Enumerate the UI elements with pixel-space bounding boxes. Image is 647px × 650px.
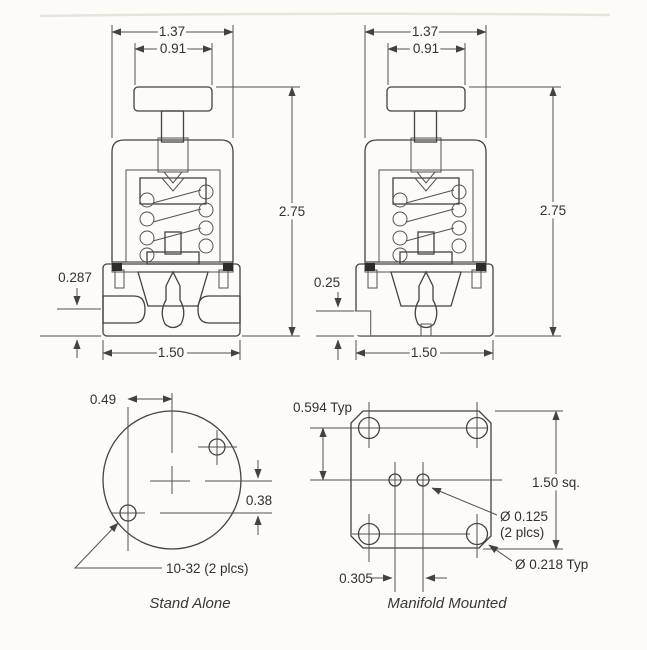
seat-notch <box>162 178 184 191</box>
dim-label-outer-width-left: 1.37 <box>158 24 186 39</box>
knurled-knob <box>134 87 212 111</box>
poppet <box>415 272 437 328</box>
caption-stand-alone: Stand Alone <box>149 595 231 612</box>
seal-left <box>112 263 122 271</box>
mount-slot-right <box>219 270 228 288</box>
spring <box>140 185 213 262</box>
seal-left <box>365 263 375 271</box>
bonnet <box>112 140 233 262</box>
stand-alone-bottom-view <box>75 392 272 612</box>
small-hole-qty-label: (2 plcs) <box>500 525 545 540</box>
dim-label-hole-offset-x: 0.49 <box>89 392 117 407</box>
corner-hole-dia-label: Ø 0.218 Typ <box>515 557 589 572</box>
bottom-outlet-channel <box>421 324 431 336</box>
dim-label-knob-width-left: 0.91 <box>159 41 187 56</box>
dim-label-port-height: 0.287 <box>58 270 92 285</box>
mount-slot-right <box>472 270 481 288</box>
stand-alone-dimensions <box>40 24 305 360</box>
manifold-bottom-view <box>293 400 588 612</box>
stem-channel <box>158 138 188 172</box>
port-right <box>198 296 240 323</box>
dim-label-hole-spacing: 0.305 <box>339 571 373 586</box>
stand-alone-section-view <box>103 87 240 336</box>
dim-label-plate-size: 1.50 sq. <box>531 475 581 490</box>
port-left <box>103 296 145 323</box>
mount-slot-left <box>368 270 377 288</box>
dim-label-step-height: 0.25 <box>313 275 341 290</box>
valve-cartridge <box>138 272 208 306</box>
small-hole-leader <box>432 488 497 515</box>
dim-label-outer-width-right: 1.37 <box>411 24 439 39</box>
seal-right <box>223 263 233 271</box>
dim-label-total-height-left: 2.75 <box>278 204 306 219</box>
spring <box>393 185 466 262</box>
valve-cartridge <box>391 272 461 306</box>
mount-step-notch <box>355 311 371 335</box>
seat-notch <box>415 178 437 191</box>
dim-label-base-width-left: 1.50 <box>157 345 185 360</box>
poppet <box>162 272 184 328</box>
dim-label-knob-width-right: 0.91 <box>412 41 440 56</box>
thread-note-label: 10-32 (2 plcs) <box>166 561 249 576</box>
knurled-knob <box>387 87 465 111</box>
manifold-dimensions <box>314 24 566 360</box>
dim-label-total-height-right: 2.75 <box>539 203 567 218</box>
adjustment-stem <box>415 111 437 142</box>
caption-manifold-mounted: Manifold Mounted <box>387 595 507 612</box>
bonnet <box>365 140 486 262</box>
seal-right <box>476 263 486 271</box>
small-hole-dia-label: Ø 0.125 <box>500 509 549 524</box>
stem-channel <box>411 138 441 172</box>
dim-label-hole-row-offset: 0.594 Typ <box>293 400 353 415</box>
dim-label-base-width-right: 1.50 <box>410 345 438 360</box>
adjustment-stem <box>162 111 184 142</box>
mount-slot-left <box>115 270 124 288</box>
scan-artifact-line <box>40 14 610 16</box>
dim-label-hole-offset-y: 0.38 <box>245 493 273 508</box>
manifold-section-view <box>355 87 493 336</box>
corner-hole-leader <box>489 545 512 561</box>
